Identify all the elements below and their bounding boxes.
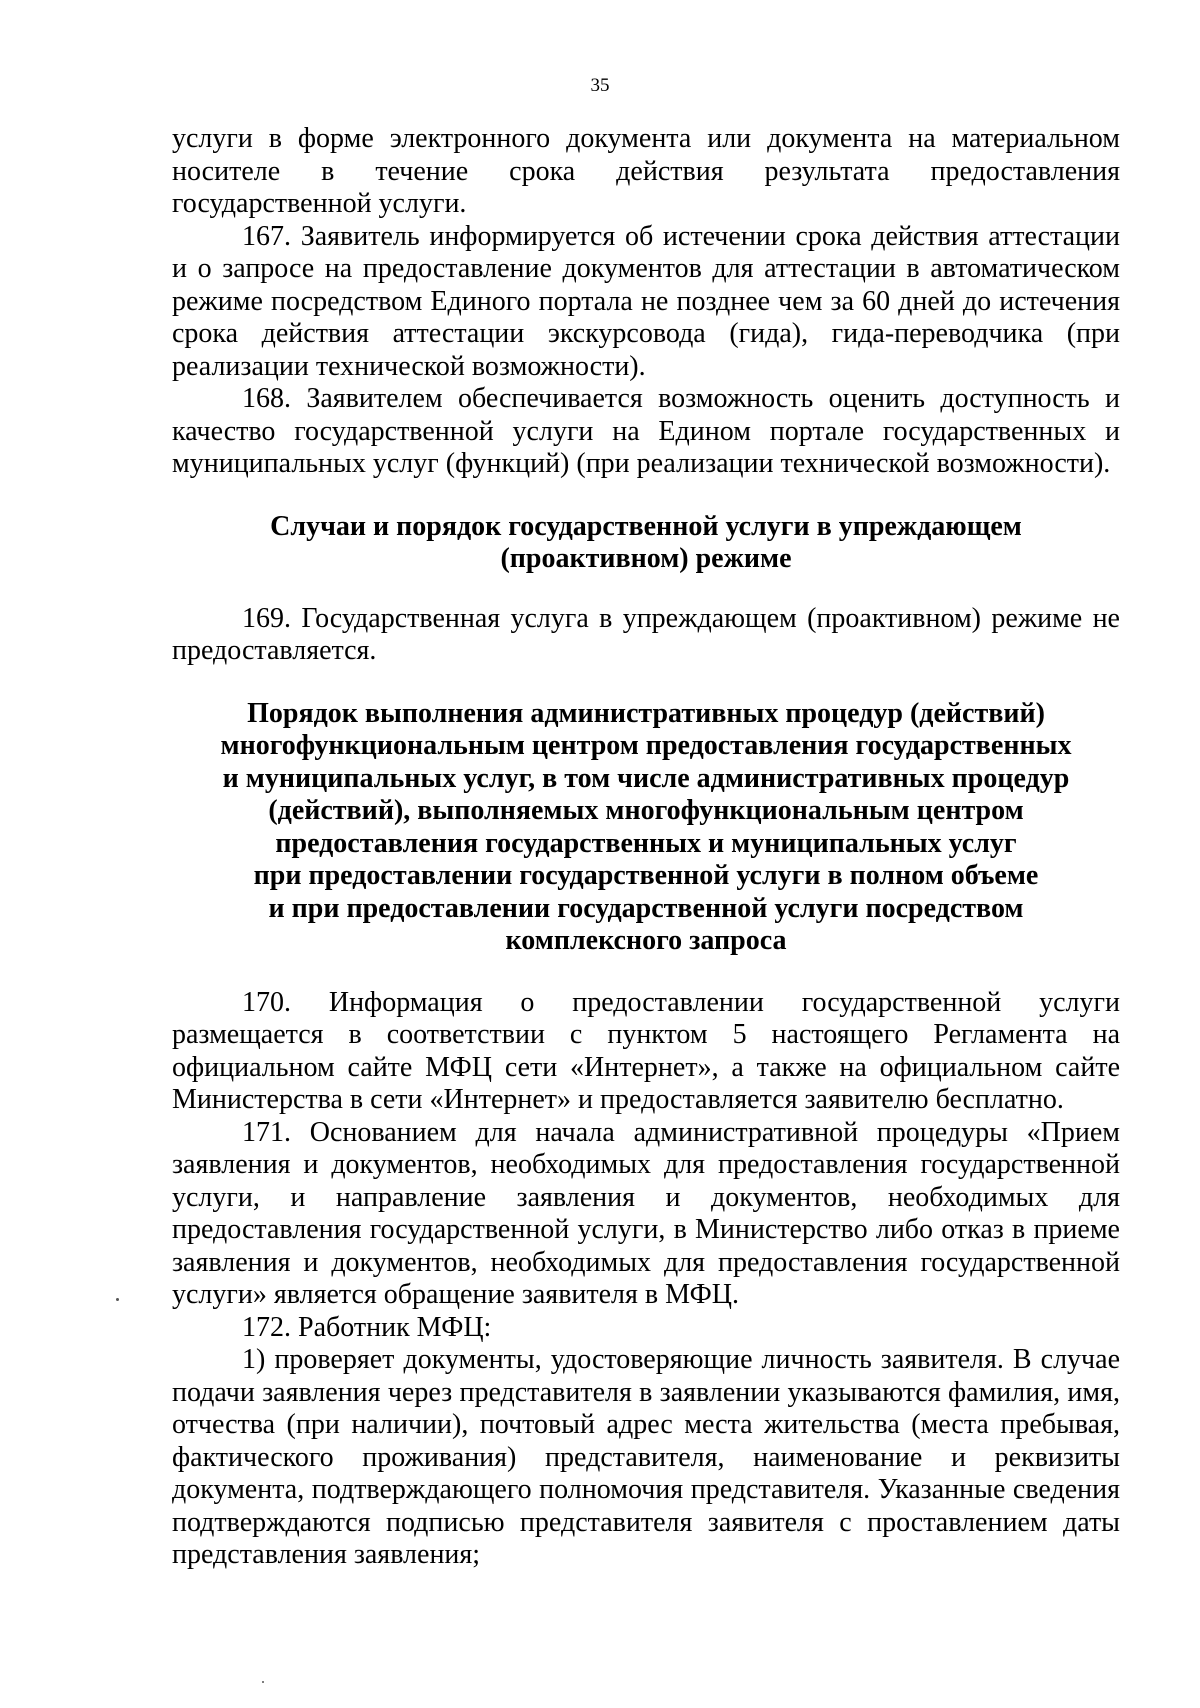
scan-speck [116,1298,119,1301]
section-heading-mfc-procedures [172,698,1120,958]
paragraph-172: 172. Работник МФЦ: [242,1311,492,1343]
scan-speck [262,1681,264,1683]
heading-line: (проактивном) режиме [500,543,792,574]
paragraph-172-item-1: 1) проверяет документы, удостоверяющие личность заявителя. В случае подачи заявления через представителя в заявлении указываются фамилия, имя, отчества (при наличии), почтовый адрес места жительства (места пребывая, фактического проживания) представителя, наименование и реквизиты документа, подтверждающего полномочия представителя. Указанные сведения подтверждаются подписью представителя заявителя с проставлением даты представления заявления; [172,1344,1120,1570]
heading-line: (действий), выполняемых многофункциональным центром [268,795,1024,826]
paragraph-168: 168. Заявителем обеспечивается возможность оценить доступность и качество государственной услуги на Едином портале государственных и муниципальных услуг (функций) (при реализации технической возможности). [172,383,1120,479]
paragraph-169: 169. Государственная услуга в упреждающем (проактивном) режиме не предоставляется. [172,602,1120,666]
heading-line: и при предоставлении государственной услуги посредством [268,892,1024,924]
document-body [172,123,1120,1572]
heading-line: Случаи и порядок государственной услуги в упреждающем [270,510,1022,542]
heading-line: комплексного запроса [505,925,787,956]
heading-line: при предоставлении государственной услуги в полном объеме [253,860,1039,891]
paragraph-167: 167. Заявитель информируется об истечении срока действия аттестации и о запросе на предоставление документов для аттестации в автоматическом режиме посредством Единого портала не позднее чем за 60 дней до истечения срока действия аттестации экскурсовода (гида), гида-переводчика (при реализации технической возможности). [172,220,1120,382]
section-heading-proactive [172,511,1120,576]
paragraph-171: 171. Основанием для начала административной процедуры «Прием заявления и документов, необходимых для предоставления государственной услуги, и направление заявления и документов, необходимых для предоставления государственной услуги, в Министерство либо отказ в приеме заявления и документов, необходимых для предоставления государственной услуги» является обращение заявителя в МФЦ. [172,1116,1120,1310]
heading-line: многофункциональным центром предоставления государственных [220,730,1072,761]
heading-line: и муниципальных услуг, в том числе административных процедур [222,762,1070,794]
paragraph-continuation: услуги в форме электронного документа или документа на материальном носителе в течение срока действия результата предоставления государственной услуги. [172,123,1120,219]
heading-line: предоставления государственных и муниципальных услуг [275,827,1017,859]
paragraph-170: 170. Информация о предоставлении государственной услуги размещается в соответствии с пунктом 5 настоящего Регламента на официальном сайте МФЦ сети «Интернет», а также на официальном сайте Министерства в сети «Интернет» и предоставляется заявителю бесплатно. [172,986,1120,1115]
page-number: 35 [590,75,610,96]
heading-line: Порядок выполнения административных процедур (действий) [247,697,1045,729]
